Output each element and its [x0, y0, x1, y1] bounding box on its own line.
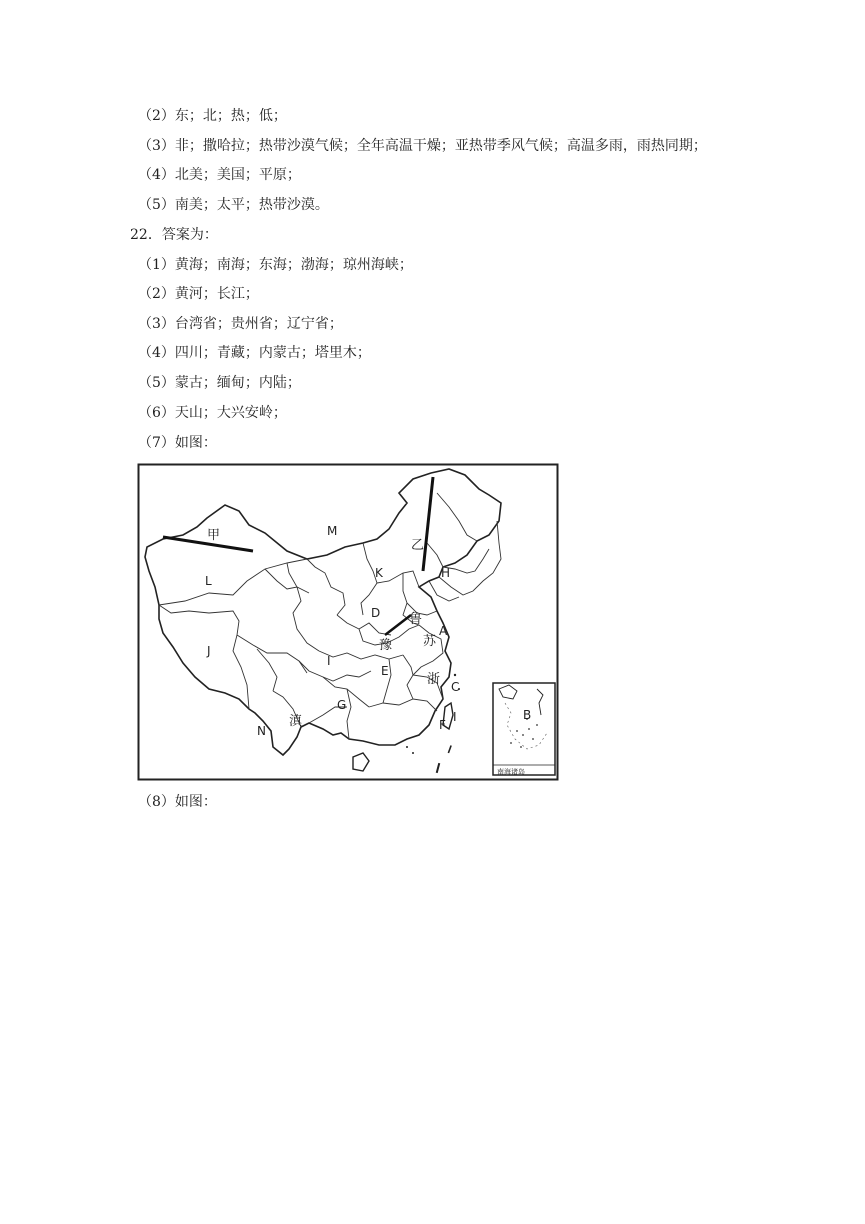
answer-21-5: （5）南美；太平；热带沙漠。 [138, 197, 329, 213]
label-F: F [439, 718, 446, 732]
label-C: C [451, 680, 460, 694]
answer-22-5: （5）蒙古；缅甸；内陆； [138, 375, 301, 391]
answer-22-8: （8）如图： [138, 794, 217, 810]
answer-22-4: （4）四川；青藏；内蒙古；塔里木； [138, 345, 371, 361]
question-22-title: 22．答案为： [130, 227, 218, 243]
label-dian: 滇 [289, 714, 303, 729]
label-D: D [371, 606, 381, 620]
answer-22-3: （3）台湾省；贵州省；辽宁省； [138, 316, 343, 332]
label-H: H [441, 566, 451, 580]
label-J: J [207, 644, 211, 658]
label-I-taiwan: I [453, 710, 457, 724]
label-L: L [205, 574, 212, 588]
label-A: A [439, 624, 448, 638]
label-B: B [523, 708, 532, 722]
china-map-svg [137, 463, 559, 781]
answer-22-6: （6）天山；大兴安岭； [138, 405, 287, 421]
label-I-sichuan: I [327, 654, 331, 668]
label-su: 苏 [423, 634, 437, 649]
inset-caption: 南海诸岛 [497, 768, 525, 776]
label-jia: 甲 [207, 528, 221, 543]
label-G: G [337, 698, 347, 712]
answer-22-1: （1）黄海；南海；东海；渤海；琼州海峡； [138, 257, 413, 273]
label-yu: 豫 [379, 638, 393, 653]
label-K: K [375, 566, 383, 580]
answer-21-4: （4）北美；美国；平原； [138, 167, 301, 183]
answer-22-7: （7）如图： [138, 435, 217, 451]
label-E: E [381, 664, 389, 678]
label-zhe: 浙 [427, 672, 441, 687]
answer-22-2: （2）黄河；长江； [138, 286, 259, 302]
china-map-figure [137, 463, 559, 781]
label-yi: 乙 [411, 538, 425, 553]
label-M: M [327, 524, 338, 538]
south-china-sea-inset [493, 683, 555, 776]
answer-21-3: （3）非；撒哈拉；热带沙漠气候；全年高温干燥；亚热带季风气候；高温多雨，雨热同期； [138, 138, 707, 154]
label-lu: 鲁 [409, 612, 423, 627]
label-N: N [257, 724, 266, 738]
answer-21-2: （2）东；北；热；低； [138, 108, 287, 124]
